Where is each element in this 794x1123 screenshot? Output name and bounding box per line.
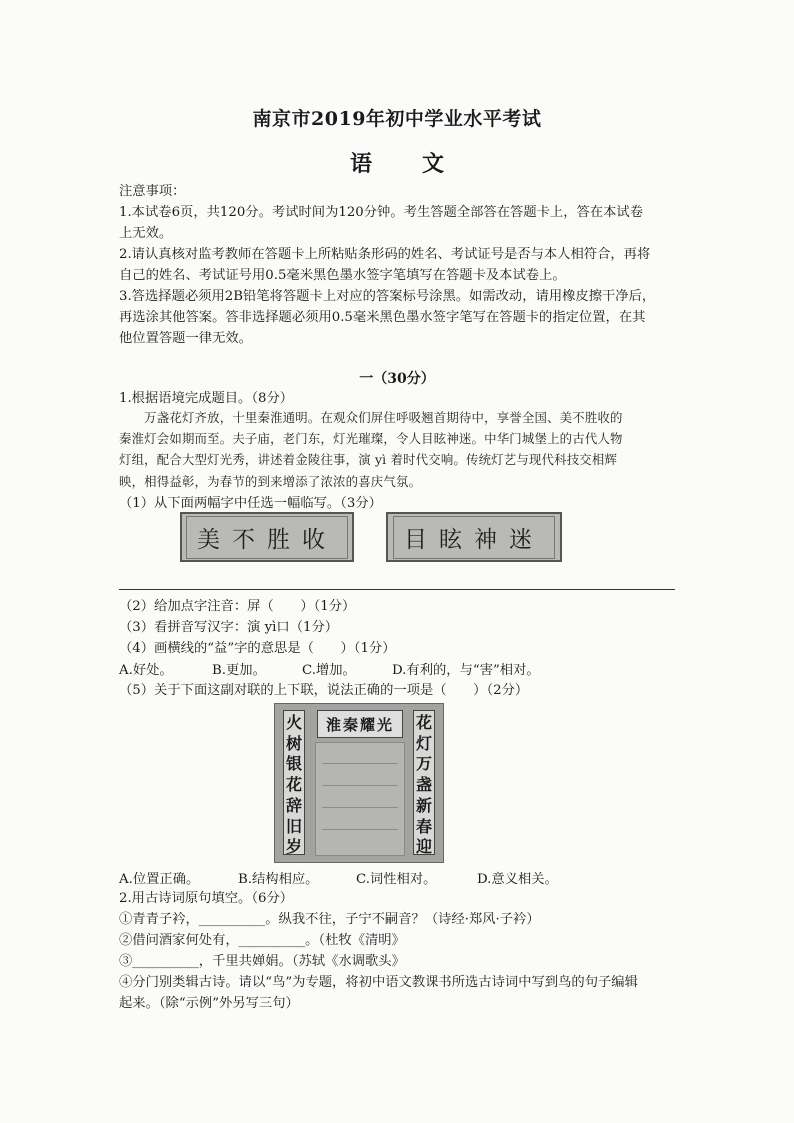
exam-title: 南京市2019年初中学业水平考试 [252,108,542,130]
question-1-sub-3: （3）看拼音写汉字：演 yì口（1分） [119,620,339,635]
passage-line: 秦淮灯会如期而至。夫子庙，老门东，灯光璀璨，令人目眩神迷。中华门城堡上的古代人物 [119,431,623,447]
couplet-photo [274,703,444,863]
notice-line: 2.请认真核对监考教师在答题卡上所粘贴条形码的姓名、考试证号是否与本人相符合，再将 [119,247,651,262]
calligraphy-sample-a [180,512,354,562]
sub5-option-b: B.结构相应。 [238,872,319,887]
question-2-item: ③__________，千里共婵娟。（苏轼《水调歌头》 [119,954,405,969]
reading-passage [119,407,675,492]
calligraphy-text-a: 美不胜收 [186,516,348,559]
calligraphy-sample-b [386,512,562,562]
notice-line: 再选涂其他答案。答非选择题必须用0.5毫米黑色墨水签字笔写在答题卡的指定位置，在其 [119,310,646,325]
notice-line: 3.答选择题必须用2B铅笔将答题卡上对应的答案标号涂黑。如需改动，请用橡皮擦干净后， [119,289,656,304]
question-2-item: ②借问酒家何处有，__________。（杜牧《清明》 [119,933,405,948]
notice-line: 自己的姓名、考试证号用0.5毫米黑色墨水签字笔填写在答题卡及本试卷上。 [119,268,566,283]
question-2-item: 起来。（除“示例”外另写三句） [119,996,299,1011]
passage-line: 灯组，配合大型灯光秀，讲述着金陵往事，演 yì 着时代交响。传统灯艺与现代科技交相辉 [119,452,618,468]
question-2-item: ①青青子衿，__________。纵我不往，子宁不嗣音？（诗经·郑风·子衿） [119,912,540,927]
sub5-option-c: C.词性相对。 [356,872,437,887]
couplet-left-line: 火 树 银 花 辞 旧 岁 [283,710,305,855]
sub5-option-d: D.意义相关。 [477,872,558,887]
passage-line: 万盏花灯齐放，十里秦淮通明。在观众们屏住呼吸翘首期待中，享誉全国、美不胜收的 [119,410,623,425]
sub4-option-d: D.有利的，与“害”相对。 [392,663,540,678]
couplet-right-line: 花 灯 万 盏 新 春 迎 [413,710,435,855]
passage-line: 映，相得益彰，为春节的到来增添了浓浓的喜庆气氛。 [119,473,422,489]
section-heading: 一（30分） [359,371,435,387]
question-1-sub-4: （4）画横线的“益”字的意思是（ ）（1分） [119,641,396,656]
notice-line: 1.本试卷6页，共120分。考试时间为120分钟。考生答题全部答在答题卡上，答在本试卷 [119,205,643,220]
sub4-option-a: A.好处。 [119,663,173,678]
notice-heading: 注意事项： [119,184,186,199]
question-1-stem: 1.根据语境完成题目。（8分） [119,391,294,406]
answer-line [119,589,675,590]
sub4-option-c: C.增加。 [302,663,356,678]
notice-line: 他位置答题一律无效。 [119,331,252,346]
subject-char-2: 文 [422,151,445,177]
couplet-background [315,742,405,856]
calligraphy-text-b: 目眩神迷 [393,516,555,559]
question-1-sub-2: （2）给加点字注音：屏（ ）（1分） [119,599,356,614]
question-2-stem: 2.用古诗词原句填空。（6分） [119,891,294,906]
sub5-option-a: A.位置正确。 [119,872,200,887]
question-1-sub-1: （1）从下面两幅字中任选一幅临写。（3分） [119,496,382,511]
subject-heading [0,147,794,178]
question-2-item: ④分门别类辑古诗。请以“鸟”为专题，将初中语文教课书所选古诗词中写到鸟的句子编辑 [119,975,638,990]
notice-line: 上无效。 [119,226,173,241]
subject-char-1: 语 [349,151,372,177]
couplet-horizontal-scroll: 淮秦耀光 [317,710,403,738]
sub4-option-b: B.更加。 [212,663,266,678]
question-1-sub-5: （5）关于下面这副对联的上下联，说法正确的一项是（ ）（2分） [119,683,529,698]
